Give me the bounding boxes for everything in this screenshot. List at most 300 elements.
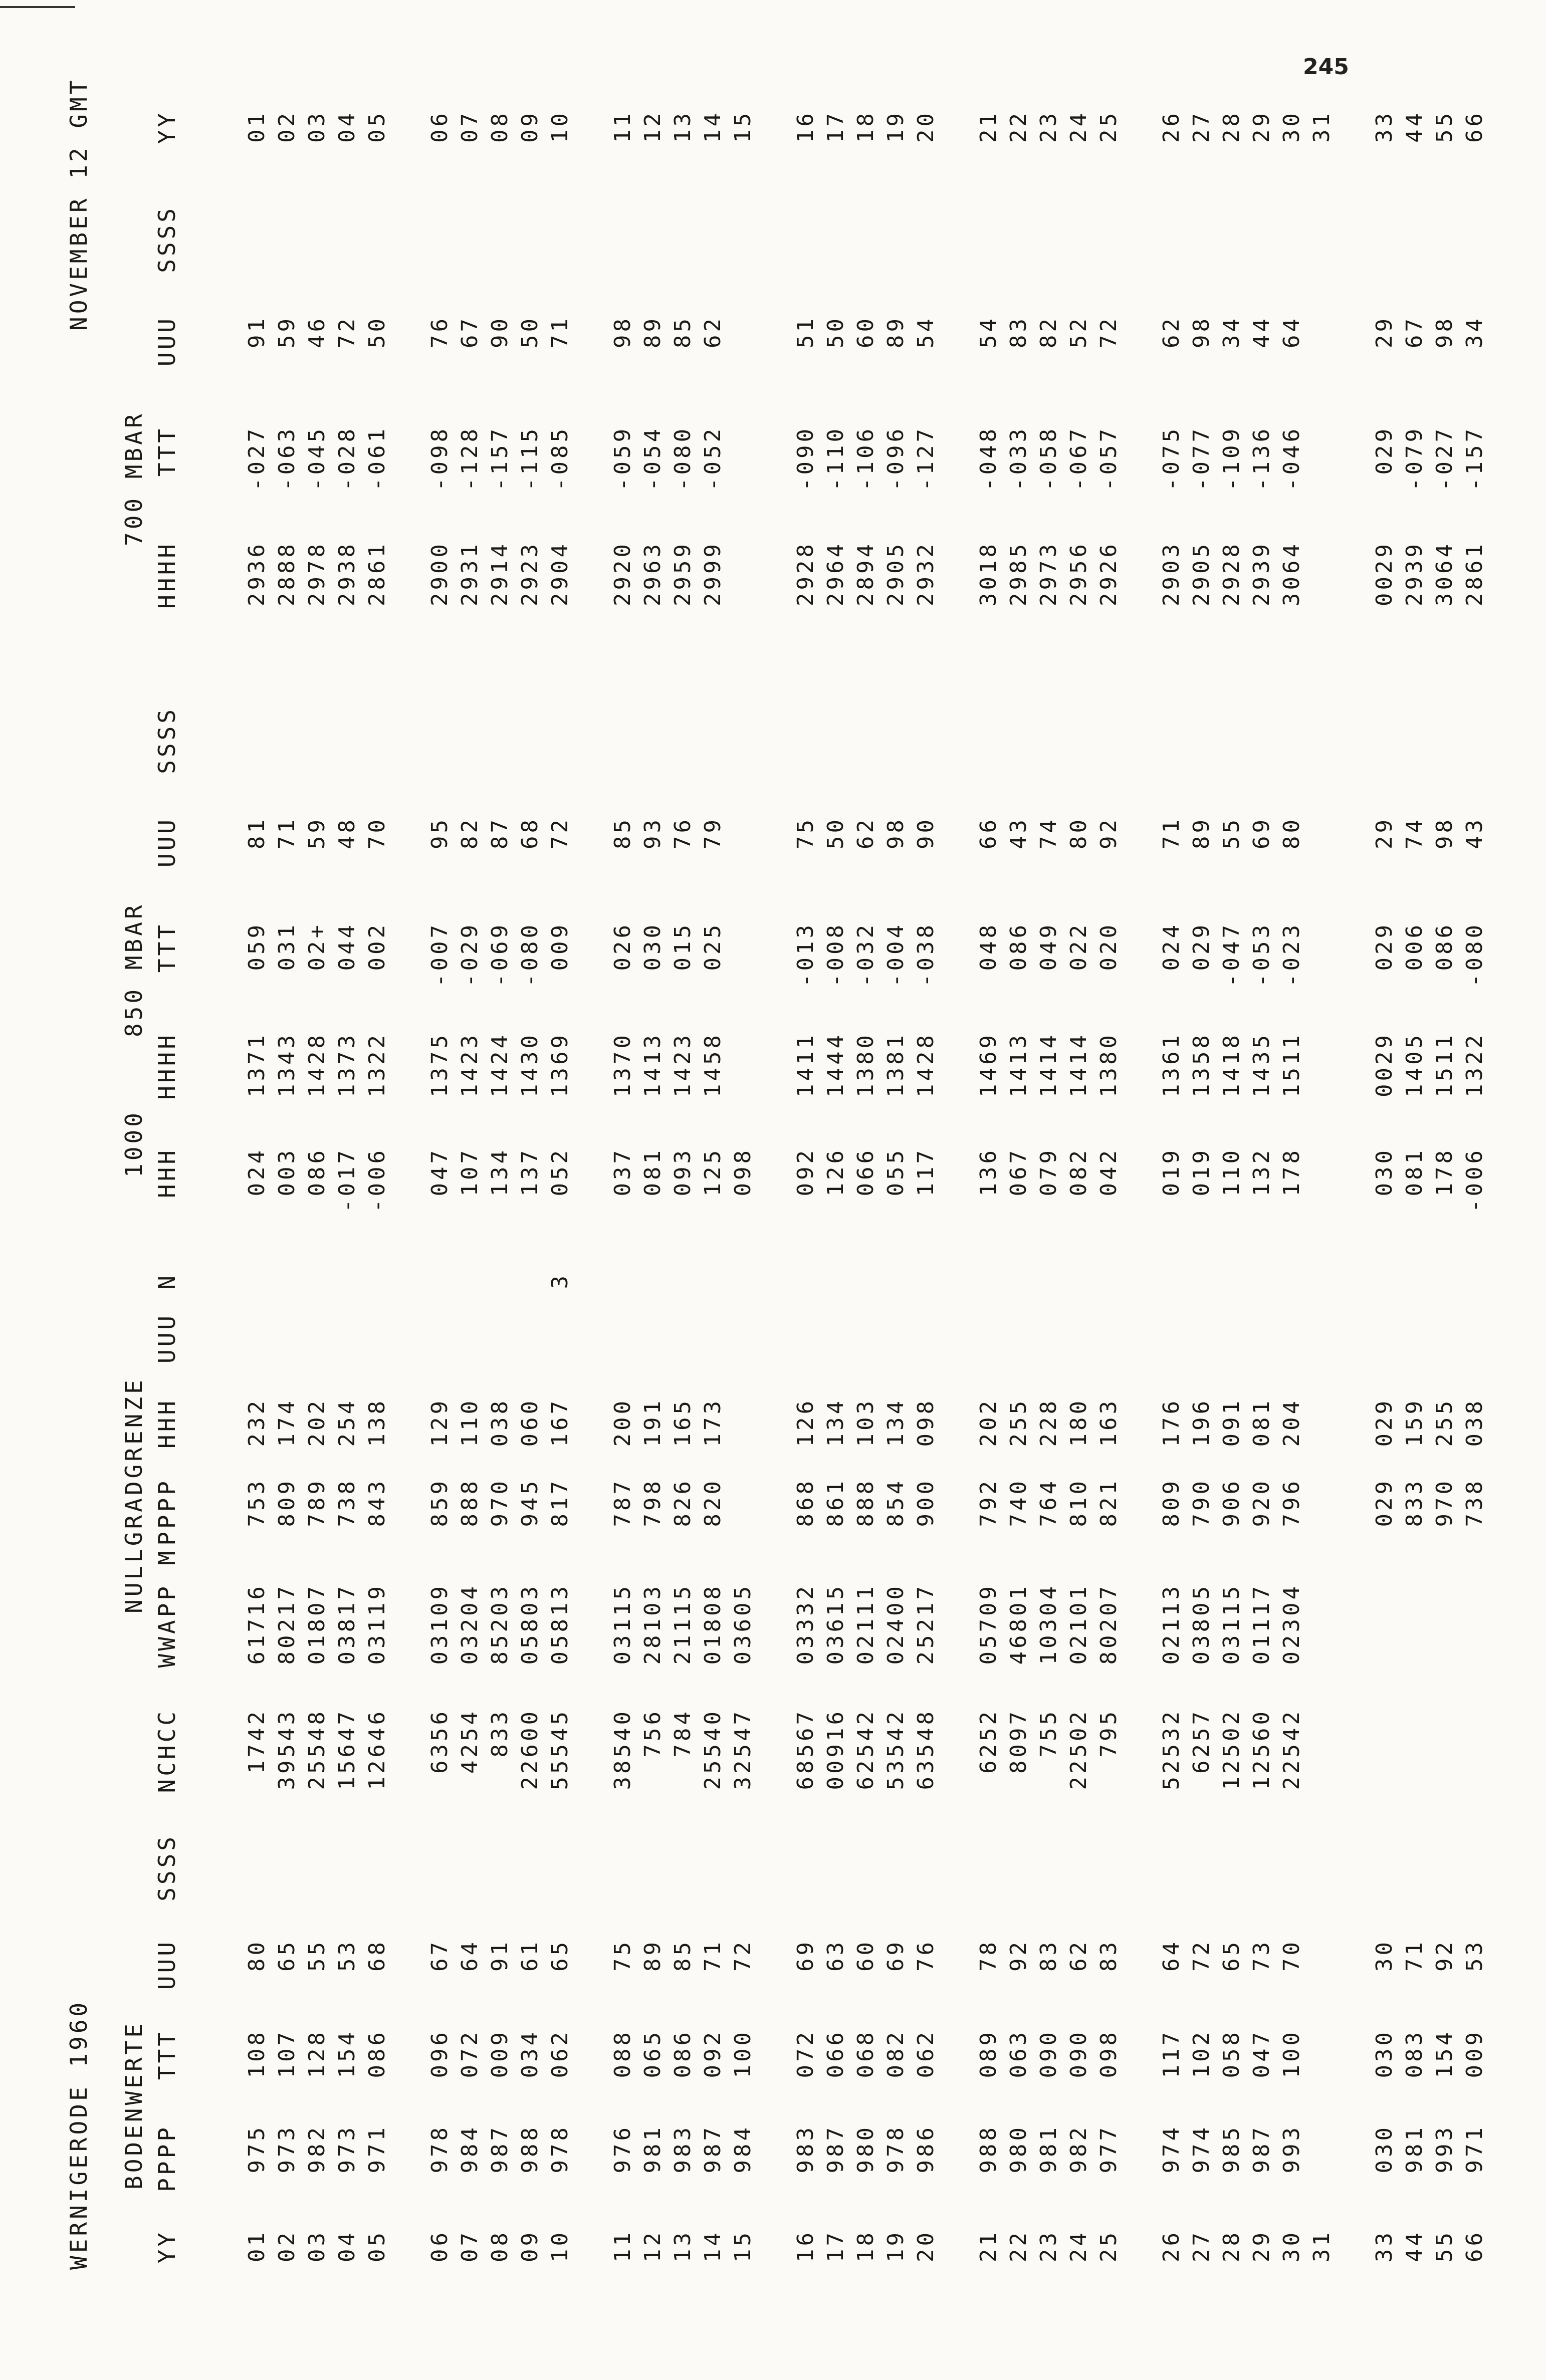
- col-header: YY: [153, 2230, 180, 2264]
- table-cell: 02400: [883, 1583, 909, 1665]
- table-cell: -017: [334, 1147, 360, 1213]
- table-cell: 51: [793, 316, 818, 348]
- table-cell: 98: [883, 817, 909, 849]
- table-cell: 888: [853, 1478, 878, 1527]
- table-cell: 59: [274, 316, 300, 348]
- table-cell: 12560: [1249, 1709, 1274, 1790]
- table-cell: 030: [640, 922, 666, 971]
- table-cell: 44: [1249, 316, 1274, 348]
- table-cell: 29: [1372, 316, 1397, 348]
- table-cell: 132: [1249, 1147, 1274, 1197]
- table-cell: 978: [883, 2124, 909, 2174]
- table-cell: 792: [976, 1478, 1001, 1527]
- table-cell: 1435: [1249, 1032, 1274, 1097]
- table-cell: 19: [883, 2230, 909, 2262]
- table-cell: 55: [304, 1939, 330, 1972]
- table-cell: 08: [487, 2230, 513, 2262]
- table-cell: 25: [1096, 110, 1122, 143]
- table-cell: 817: [547, 1478, 573, 1527]
- table-cell: 03204: [457, 1583, 483, 1665]
- table-cell: 67: [427, 1939, 453, 1972]
- table-cell: 2894: [853, 541, 878, 606]
- table-cell: 888: [457, 1478, 483, 1527]
- table-cell: 082: [883, 2029, 909, 2078]
- table-cell: 973: [274, 2124, 300, 2174]
- table-cell: 038: [487, 1398, 513, 1447]
- station-title: WERNIGERODE 1960: [65, 1999, 92, 2270]
- table-cell: 71: [1402, 1939, 1427, 1972]
- table-cell: 21115: [670, 1583, 696, 1665]
- table-cell: -098: [427, 426, 453, 491]
- col-header: UUU: [153, 817, 180, 868]
- table-cell: 820: [700, 1478, 726, 1527]
- table-cell: 980: [1006, 2124, 1031, 2174]
- table-cell: 07: [457, 2230, 483, 2262]
- table-cell: 092: [793, 1147, 818, 1197]
- table-cell: 126: [823, 1147, 848, 1197]
- table-cell: 92: [1432, 1939, 1457, 1972]
- table-cell: 71: [700, 1939, 726, 1972]
- table-cell: 98: [610, 316, 635, 348]
- table-cell: 73: [1249, 1939, 1274, 1972]
- table-cell: 973: [334, 2124, 360, 2174]
- table-cell: 67: [1402, 316, 1427, 348]
- table-cell: 049: [1036, 922, 1061, 971]
- table-cell: 029: [1372, 922, 1397, 971]
- table-cell: 01808: [700, 1583, 726, 1665]
- table-cell: 1742: [244, 1709, 270, 1774]
- table-cell: 90: [487, 316, 513, 348]
- table-cell: 29: [1249, 2230, 1274, 2262]
- table-cell: 16: [793, 2230, 818, 2262]
- table-cell: 2923: [517, 541, 543, 606]
- col-header: YY: [153, 110, 180, 144]
- table-cell: 134: [883, 1398, 909, 1447]
- table-cell: 17: [823, 110, 848, 143]
- table-cell: 09: [517, 110, 543, 143]
- table-cell: 987: [487, 2124, 513, 2174]
- table-cell: 096: [427, 2029, 453, 2078]
- table-cell: 22502: [1066, 1709, 1091, 1790]
- table-cell: 988: [976, 2124, 1001, 2174]
- table-cell: -008: [823, 922, 848, 987]
- table-cell: 85: [670, 1939, 696, 1972]
- table-cell: 117: [913, 1147, 939, 1197]
- table-cell: 136: [976, 1147, 1001, 1197]
- table-cell: 009: [487, 2029, 513, 2078]
- table-cell: 180: [1066, 1398, 1091, 1447]
- table-cell: 993: [1279, 2124, 1304, 2174]
- table-cell: 2939: [1402, 541, 1427, 606]
- table-cell: 59: [304, 817, 330, 849]
- table-cell: 985: [1219, 2124, 1244, 2174]
- table-cell: 72: [730, 1939, 756, 1972]
- col-header: SSSS: [153, 205, 180, 273]
- table-cell: 03115: [1219, 1583, 1244, 1665]
- table-cell: 1423: [670, 1032, 696, 1097]
- table-cell: 83: [1036, 1939, 1061, 1972]
- table-cell: 977: [1096, 2124, 1122, 2174]
- table-cell: 2956: [1066, 541, 1091, 606]
- table-cell: 1424: [487, 1032, 513, 1097]
- table-cell: 71: [274, 817, 300, 849]
- table-cell: 02111: [853, 1583, 878, 1665]
- table-cell: 2903: [1159, 541, 1184, 606]
- table-cell: 868: [793, 1478, 818, 1527]
- table-cell: 98: [1432, 817, 1457, 849]
- table-cell: 04: [334, 110, 360, 143]
- table-cell: 72: [334, 316, 360, 348]
- table-cell: 50: [517, 316, 543, 348]
- table-cell: 80217: [274, 1583, 300, 1665]
- table-cell: 1413: [640, 1032, 666, 1097]
- table-cell: 03817: [334, 1583, 360, 1665]
- table-cell: 72: [1189, 1939, 1214, 1972]
- table-cell: 134: [487, 1147, 513, 1197]
- table-cell: 1428: [913, 1032, 939, 1097]
- rotated-data-sheet: [35, 77, 1488, 2270]
- table-cell: 31: [1309, 2230, 1335, 2262]
- table-cell: 83: [1096, 1939, 1122, 1972]
- table-cell: 26: [1159, 110, 1184, 143]
- table-cell: 06: [427, 2230, 453, 2262]
- table-cell: 098: [730, 1147, 756, 1197]
- table-cell: 1411: [793, 1032, 818, 1097]
- table-cell: 006: [1402, 922, 1427, 971]
- table-cell: 34: [1462, 316, 1487, 348]
- table-cell: 89: [883, 316, 909, 348]
- table-cell: 03109: [427, 1583, 453, 1665]
- table-cell: 91: [487, 1939, 513, 1972]
- table-cell: 2928: [1219, 541, 1244, 606]
- table-cell: 920: [1249, 1478, 1274, 1527]
- table-cell: 3064: [1432, 541, 1457, 606]
- table-cell: 134: [823, 1398, 848, 1447]
- table-cell: 83: [1006, 316, 1031, 348]
- table-cell: 178: [1279, 1147, 1304, 1197]
- table-cell: 22600: [517, 1709, 543, 1790]
- table-cell: 22: [1006, 2230, 1031, 2262]
- table-cell: 1511: [1432, 1032, 1457, 1097]
- table-cell: 74: [1402, 817, 1427, 849]
- table-cell: -032: [853, 922, 878, 987]
- table-cell: 12: [640, 2230, 666, 2262]
- table-cell: -057: [1096, 426, 1122, 491]
- table-cell: 54: [913, 316, 939, 348]
- table-cell: 202: [976, 1398, 1001, 1447]
- table-cell: 2900: [427, 541, 453, 606]
- table-cell: 63: [823, 1939, 848, 1972]
- table-cell: -048: [976, 426, 1001, 491]
- table-cell: 026: [610, 922, 635, 971]
- table-cell: -063: [274, 426, 300, 491]
- table-cell: 53: [1462, 1939, 1487, 1972]
- table-cell: 68: [364, 1939, 390, 1972]
- table-cell: 081: [1402, 1147, 1427, 1197]
- table-cell: 05: [364, 110, 390, 143]
- table-cell: 26: [1159, 2230, 1184, 2262]
- table-cell: 044: [334, 922, 360, 971]
- table-cell: 44: [1402, 2230, 1427, 2262]
- table-cell: 089: [976, 2029, 1001, 2078]
- table-cell: 976: [610, 2124, 635, 2174]
- table-cell: 11: [610, 110, 635, 143]
- table-cell: 980: [853, 2124, 878, 2174]
- col-header: PPPP: [153, 2124, 180, 2192]
- table-cell: 983: [670, 2124, 696, 2174]
- table-cell: -136: [1249, 426, 1274, 491]
- table-cell: 69: [883, 1939, 909, 1972]
- table-cell: 80207: [1096, 1583, 1122, 1665]
- table-cell: 74: [1036, 817, 1061, 849]
- table-cell: 983: [793, 2124, 818, 2174]
- table-cell: -006: [364, 1147, 390, 1213]
- table-cell: 31: [1309, 110, 1335, 143]
- table-cell: 2938: [334, 541, 360, 606]
- table-cell: 30: [1372, 1939, 1397, 1972]
- table-cell: 2926: [1096, 541, 1122, 606]
- table-cell: 46: [304, 316, 330, 348]
- table-cell: 809: [1159, 1478, 1184, 1527]
- table-cell: 71: [547, 316, 573, 348]
- table-cell: -077: [1189, 426, 1214, 491]
- table-cell: 90: [913, 817, 939, 849]
- table-cell: 62: [700, 316, 726, 348]
- table-cell: 138: [364, 1398, 390, 1447]
- table-cell: 810: [1066, 1478, 1091, 1527]
- table-cell: 993: [1432, 2124, 1457, 2174]
- table-cell: 91: [244, 316, 270, 348]
- table-cell: 01: [244, 2230, 270, 2262]
- table-cell: 50: [364, 316, 390, 348]
- table-cell: 103: [853, 1398, 878, 1447]
- table-cell: 029: [1372, 1478, 1397, 1527]
- table-cell: 10304: [1036, 1583, 1061, 1665]
- table-cell: -127: [913, 426, 939, 491]
- table-cell: 03605: [730, 1583, 756, 1665]
- table-cell: 25217: [913, 1583, 939, 1665]
- table-cell: -053: [1249, 922, 1274, 987]
- table-cell: 65: [1219, 1939, 1244, 1972]
- table-cell: 126: [793, 1398, 818, 1447]
- table-cell: 784: [670, 1709, 696, 1758]
- table-cell: 066: [853, 1147, 878, 1197]
- table-cell: 984: [730, 2124, 756, 2174]
- table-cell: -067: [1066, 426, 1091, 491]
- table-cell: -054: [640, 426, 666, 491]
- table-cell: 03615: [823, 1583, 848, 1665]
- table-cell: 22542: [1279, 1709, 1304, 1790]
- table-cell: 85203: [487, 1583, 513, 1665]
- table-cell: 27: [1189, 2230, 1214, 2262]
- table-cell: 66: [976, 817, 1001, 849]
- table-cell: 28: [1219, 2230, 1244, 2262]
- table-cell: 790: [1189, 1478, 1214, 1527]
- table-cell: 009: [547, 922, 573, 971]
- table-cell: 843: [364, 1478, 390, 1527]
- table-cell: 082: [1066, 1147, 1091, 1197]
- page-number: 245: [1303, 54, 1349, 80]
- table-cell: -013: [793, 922, 818, 987]
- table-cell: 05803: [517, 1583, 543, 1665]
- table-cell: 981: [1036, 2124, 1061, 2174]
- table-cell: 031: [274, 922, 300, 971]
- table-cell: 50: [823, 316, 848, 348]
- table-cell: 1373: [334, 1032, 360, 1097]
- table-cell: 063: [1006, 2029, 1031, 2078]
- table-cell: 019: [1189, 1147, 1214, 1197]
- table-cell: 971: [364, 2124, 390, 2174]
- table-cell: 2861: [364, 541, 390, 606]
- table-cell: 030: [1372, 2124, 1397, 2174]
- table-cell: 086: [1432, 922, 1457, 971]
- table-cell: 24: [1066, 110, 1091, 143]
- table-cell: 030: [1372, 2029, 1397, 2078]
- table-cell: 093: [670, 1147, 696, 1197]
- table-cell: 1375: [427, 1032, 453, 1097]
- table-cell: 00916: [823, 1709, 848, 1790]
- table-cell: 088: [610, 2029, 635, 2078]
- table-cell: 159: [1402, 1398, 1427, 1447]
- table-cell: 12: [640, 110, 666, 143]
- table-cell: 1322: [364, 1032, 390, 1097]
- table-cell: 861: [823, 1478, 848, 1527]
- table-cell: 1413: [1006, 1032, 1031, 1097]
- table-cell: 10: [547, 110, 573, 143]
- table-cell: 2931: [457, 541, 483, 606]
- table-cell: 20: [913, 110, 939, 143]
- table-cell: 900: [913, 1478, 939, 1527]
- table-cell: 2978: [304, 541, 330, 606]
- table-cell: 738: [334, 1478, 360, 1527]
- table-cell: 85: [670, 316, 696, 348]
- table-cell: 62: [1159, 316, 1184, 348]
- table-cell: 202: [304, 1398, 330, 1447]
- col-header: HHHH: [153, 1032, 180, 1100]
- table-cell: 174: [274, 1398, 300, 1447]
- table-cell: 974: [1189, 2124, 1214, 2174]
- table-cell: 93: [640, 817, 666, 849]
- table-cell: 09: [517, 2230, 543, 2262]
- table-cell: 1380: [1096, 1032, 1122, 1097]
- table-cell: 33: [1372, 110, 1397, 143]
- table-cell: 24: [1066, 2230, 1091, 2262]
- table-cell: 30: [1279, 2230, 1304, 2262]
- table-cell: 978: [427, 2124, 453, 2174]
- table-cell: 086: [304, 1147, 330, 1197]
- table-cell: 80: [244, 1939, 270, 1972]
- table-cell: 1370: [610, 1032, 635, 1097]
- table-cell: 1430: [517, 1032, 543, 1097]
- table-cell: 78: [976, 1939, 1001, 1972]
- table-cell: 08: [487, 110, 513, 143]
- table-cell: 15: [730, 110, 756, 143]
- table-cell: 029: [1372, 1398, 1397, 1447]
- table-cell: 2936: [244, 541, 270, 606]
- table-cell: 067: [1006, 1147, 1031, 1197]
- table-cell: 204: [1279, 1398, 1304, 1447]
- table-cell: 92: [1006, 1939, 1031, 1972]
- table-cell: 037: [610, 1147, 635, 1197]
- table-cell: 21: [976, 110, 1001, 143]
- table-cell: 2973: [1036, 541, 1061, 606]
- table-cell: 28: [1219, 110, 1244, 143]
- table-cell: 79: [700, 817, 726, 849]
- table-cell: -106: [853, 426, 878, 491]
- table-cell: 058: [1219, 2029, 1244, 2078]
- table-cell: 986: [913, 2124, 939, 2174]
- table-cell: 025: [700, 922, 726, 971]
- table-cell: 228: [1036, 1398, 1061, 1447]
- table-cell: 047: [427, 1147, 453, 1197]
- table-cell: 13: [670, 110, 696, 143]
- table-cell: 982: [1066, 2124, 1091, 2174]
- table-cell: -033: [1006, 426, 1031, 491]
- table-cell: 4254: [457, 1709, 483, 1774]
- table-cell: 03332: [793, 1583, 818, 1665]
- table-cell: 23: [1036, 110, 1061, 143]
- table-cell: 44: [1402, 110, 1427, 143]
- table-cell: 090: [1036, 2029, 1061, 2078]
- table-cell: 906: [1219, 1478, 1244, 1527]
- col-header: UUU: [153, 1939, 180, 1990]
- table-cell: 052: [547, 1147, 573, 1197]
- table-cell: 25: [1096, 2230, 1122, 2262]
- table-cell: 125: [700, 1147, 726, 1197]
- table-cell: 982: [304, 2124, 330, 2174]
- table-cell: 091: [1219, 1398, 1244, 1447]
- col-header: TTT: [153, 426, 180, 477]
- table-cell: 33: [1372, 2230, 1397, 2262]
- table-cell: 098: [1096, 2029, 1122, 2078]
- table-cell: 64: [1279, 316, 1304, 348]
- table-cell: 17: [823, 2230, 848, 2262]
- table-cell: 2999: [700, 541, 726, 606]
- table-cell: 95: [427, 817, 453, 849]
- table-cell: 92: [1096, 817, 1122, 849]
- table-cell: -080: [670, 426, 696, 491]
- table-cell: 98: [1432, 316, 1457, 348]
- table-cell: 76: [670, 817, 696, 849]
- table-cell: 2920: [610, 541, 635, 606]
- table-cell: 03115: [610, 1583, 635, 1665]
- table-cell: -085: [547, 426, 573, 491]
- table-cell: 72: [547, 817, 573, 849]
- table-cell: -128: [457, 426, 483, 491]
- table-cell: 06: [427, 110, 453, 143]
- table-cell: 086: [364, 2029, 390, 2078]
- table-cell: 042: [1096, 1147, 1122, 1197]
- table-cell: 2963: [640, 541, 666, 606]
- top-rule: [0, 6, 75, 8]
- table-cell: 28103: [640, 1583, 666, 1665]
- table-cell: 055: [883, 1147, 909, 1197]
- table-cell: 1380: [853, 1032, 878, 1097]
- group-700-mbar: 700 MBAR: [120, 411, 147, 546]
- table-cell: 89: [1189, 817, 1214, 849]
- table-cell: 974: [1159, 2124, 1184, 2174]
- table-cell: 154: [1432, 2029, 1457, 2078]
- table-cell: 62: [1066, 1939, 1091, 1972]
- table-cell: -109: [1219, 426, 1244, 491]
- table-cell: 048: [976, 922, 1001, 971]
- table-cell: 03805: [1189, 1583, 1214, 1665]
- table-cell: 2964: [823, 541, 848, 606]
- table-cell: 102: [1189, 2029, 1214, 2078]
- table-cell: 034: [517, 2029, 543, 2078]
- table-cell: 60: [853, 316, 878, 348]
- table-cell: 71: [1159, 817, 1184, 849]
